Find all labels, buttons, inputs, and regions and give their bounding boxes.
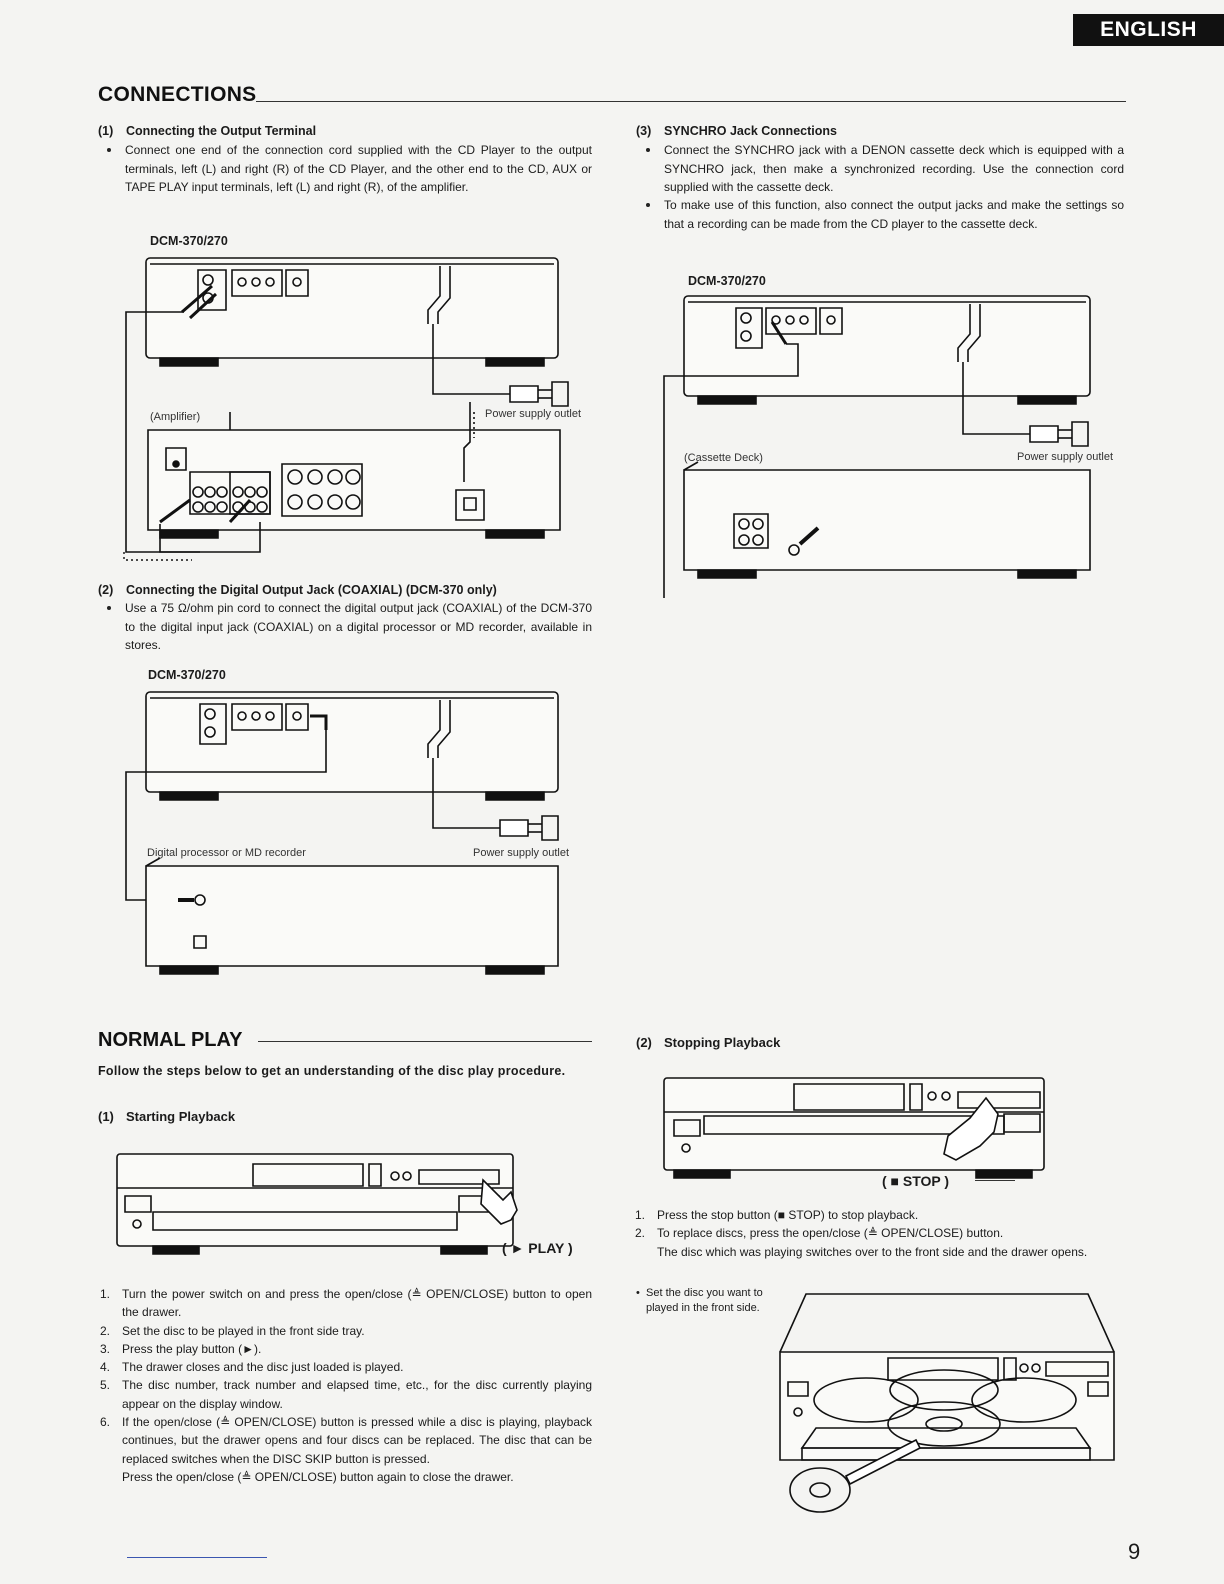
footer-underline xyxy=(127,1557,267,1558)
digital-output-heading xyxy=(98,583,497,597)
digital-processor-diagram xyxy=(120,688,570,988)
stop-label-rule xyxy=(975,1180,1015,1181)
start-step-number: 5. xyxy=(100,1378,111,1393)
start-step xyxy=(100,1376,592,1413)
synchro-heading xyxy=(636,124,837,138)
stop-step xyxy=(635,1243,1124,1261)
stopping-playback-title: Stopping Playback xyxy=(664,1035,781,1050)
starting-playback-number: (1) xyxy=(98,1109,114,1124)
cassette-deck-diagram xyxy=(660,292,1110,602)
play-button-diagram xyxy=(113,1150,533,1260)
start-step xyxy=(100,1358,592,1376)
disc-note: • Set the disc you want to played in the front side. xyxy=(646,1286,796,1316)
normal-play-title: NORMAL PLAY xyxy=(98,1029,243,1051)
stop-step xyxy=(635,1206,1124,1224)
starting-playback-steps xyxy=(100,1285,592,1486)
start-step-text: Set the disc to be played in the front side tray. xyxy=(122,1323,365,1338)
stopping-playback-number: (2) xyxy=(636,1035,652,1050)
stop-step-number: 2. xyxy=(635,1226,646,1241)
open-drawer-diagram xyxy=(776,1290,1121,1520)
start-step-number: 4. xyxy=(100,1360,111,1375)
output-terminal-model: DCM-370/270 xyxy=(150,234,228,248)
output-terminal-heading xyxy=(98,124,316,138)
connections-rule xyxy=(256,101,1126,102)
synchro-title: SYNCHRO Jack Connections xyxy=(664,124,837,138)
stop-step xyxy=(635,1224,1124,1242)
language-tab: ENGLISH xyxy=(1073,14,1224,46)
output-terminal-title: Connecting the Output Terminal xyxy=(126,124,317,138)
start-step-number: 6. xyxy=(100,1415,111,1430)
stop-step-text: The disc which was playing switches over to the front side and the drawer opens. xyxy=(657,1244,1088,1259)
synchro-bullet-2: To make use of this function, also connect the output jacks and make the settings so that a recording can be made from the CD player to the cassette deck. xyxy=(664,196,1124,233)
processor-outlet-label: Power supply outlet xyxy=(473,847,569,859)
stop-step-text: Press the stop button (■ STOP) to stop playback. xyxy=(657,1208,919,1222)
connections-title: CONNECTIONS xyxy=(98,83,257,106)
start-step xyxy=(100,1322,592,1340)
stop-step-text: To replace discs, press the open/close (≜ OPEN/CLOSE) button. xyxy=(657,1226,1004,1241)
amplifier-label: (Amplifier) xyxy=(150,411,201,423)
start-step xyxy=(100,1468,592,1486)
start-step-text: If the open/close (≜ OPEN/CLOSE) button is pressed while a disc is playing, playback continues, but the drawer opens and four discs can be replaced. The disc that can be replaced switches when the DISC SKIP button is pressed. xyxy=(122,1415,592,1466)
stop-button-diagram xyxy=(660,1074,1060,1184)
start-step-text: Turn the power switch on and press the open/close (≜ OPEN/CLOSE) button to open the drawer. xyxy=(122,1287,592,1320)
start-step-text: Press the open/close (≜ OPEN/CLOSE) button again to close the drawer. xyxy=(122,1469,514,1484)
stopping-playback-steps xyxy=(635,1206,1124,1261)
start-step-number: 1. xyxy=(100,1287,111,1301)
start-step-text: Press the play button (►). xyxy=(122,1341,262,1356)
stop-button-label: ( ■ STOP ) xyxy=(882,1173,950,1189)
normal-play-intro: Follow the steps below to get an understanding of the disc play procedure. xyxy=(98,1064,566,1078)
start-step-text: The disc number, track number and elapsed time, etc., for the disc currently playing appear on the display window. xyxy=(122,1378,592,1411)
cassette-deck-label: (Cassette Deck) xyxy=(684,452,763,464)
output-terminal-number: (1) xyxy=(98,124,114,138)
start-step-number: 2. xyxy=(100,1323,111,1338)
synchro-bullet-1: Connect the SYNCHRO jack with a DENON cassette deck which is equipped with a SYNCHRO jack, then make a synchronized recording. Use the connection cord supplied with the cassette deck. xyxy=(664,141,1124,197)
page-number: 9 xyxy=(1128,1539,1141,1564)
starting-playback-heading xyxy=(98,1109,235,1124)
start-step xyxy=(100,1285,592,1322)
digital-output-model: DCM-370/270 xyxy=(148,668,226,682)
digital-output-title: Connecting the Digital Output Jack (COAXIAL) (DCM-370 only) xyxy=(126,583,497,597)
play-button-label: ( ► PLAY ) xyxy=(502,1240,573,1256)
output-terminal-text: Connect one end of the connection cord supplied with the CD Player to the output terminals, left (L) and right (R) of the CD Player, and the other end to the CD, AUX or TAPE PLAY input terminals, left (L) and right (R), of the amplifier. xyxy=(125,141,592,197)
synchro-model: DCM-370/270 xyxy=(688,274,766,288)
amplifier-outlet-label: Power supply outlet xyxy=(485,408,581,420)
start-step xyxy=(100,1340,592,1358)
start-step-text: The drawer closes and the disc just loaded is played. xyxy=(122,1360,404,1375)
start-step-number: 3. xyxy=(100,1341,111,1356)
synchro-number: (3) xyxy=(636,124,652,138)
stop-step-number: 1. xyxy=(635,1208,646,1222)
starting-playback-title: Starting Playback xyxy=(126,1109,236,1124)
start-step xyxy=(100,1413,592,1468)
digital-output-text: Use a 75 Ω/ohm pin cord to connect the digital output jack (COAXIAL) of the DCM-370 to the digital input jack (COAXIAL) on a digital processor or MD recorder, available in stores. xyxy=(125,599,592,655)
stopping-playback-heading xyxy=(636,1035,780,1050)
digital-output-number: (2) xyxy=(98,583,114,597)
normal-play-rule xyxy=(258,1041,592,1042)
processor-label: Digital processor or MD recorder xyxy=(147,847,306,859)
cassette-outlet-label: Power supply outlet xyxy=(1017,451,1113,463)
